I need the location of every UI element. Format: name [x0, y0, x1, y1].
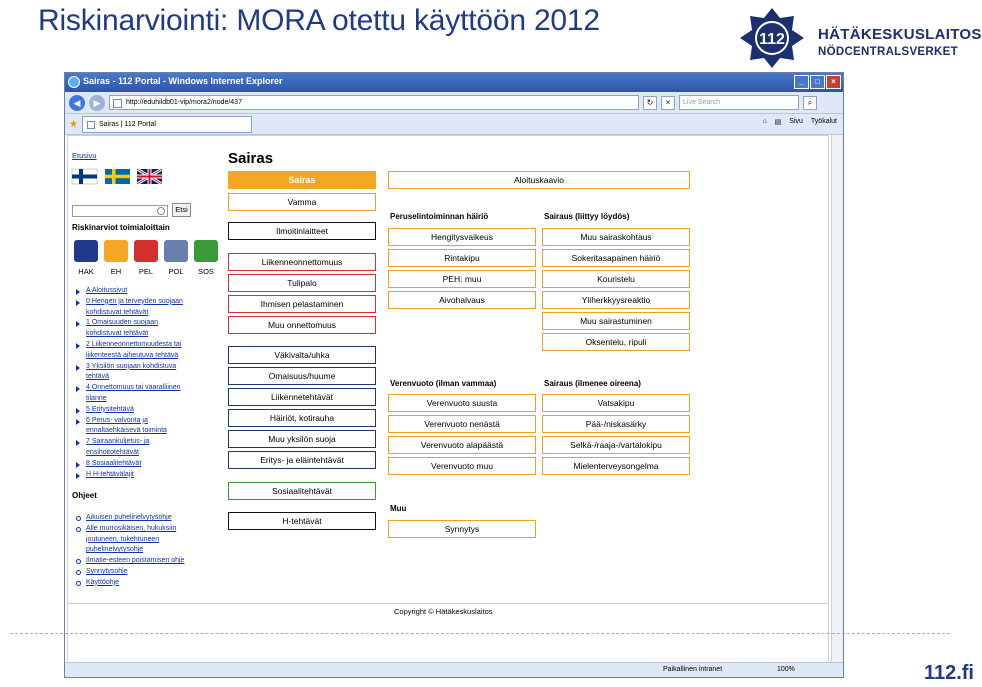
- search-input[interactable]: Live Search: [679, 95, 799, 110]
- condition-button[interactable]: PEH: muu: [388, 270, 536, 288]
- task-link-list: [74, 286, 183, 480]
- close-button[interactable]: ×: [826, 75, 841, 89]
- sector-label: POL: [168, 267, 184, 276]
- logo-text-swedish: NÖDCENTRALSVERKET: [818, 46, 958, 58]
- minimize-button[interactable]: _: [794, 75, 809, 89]
- task-link[interactable]: 7 Sairaankuljetus- ja: [74, 437, 183, 448]
- condition-button[interactable]: Synnytys: [388, 520, 536, 538]
- hatakeskuslaitos-logo: [740, 4, 982, 68]
- zoom-level[interactable]: 100%: [777, 666, 795, 673]
- section-heading: Sairaus (ilmenee oireena): [544, 379, 641, 388]
- task-link[interactable]: H H-tehtävälajit: [74, 470, 183, 481]
- tab-sairas[interactable]: Sairas | 112 Portal: [82, 116, 252, 133]
- sector-icon-3[interactable]: [164, 240, 188, 262]
- condition-button[interactable]: Muu sairastuminen: [542, 312, 690, 330]
- tab-bar: [65, 114, 843, 135]
- sector-label: HAK: [78, 267, 94, 276]
- risk-heading: Riskinarviot toimialoittain: [72, 223, 170, 232]
- page-icon: [87, 121, 95, 129]
- task-link[interactable]: 3 Yksilön suojaan kohdistuva: [74, 362, 183, 373]
- section-heading: Muu: [390, 504, 407, 513]
- footer-divider: [68, 603, 828, 604]
- condition-button[interactable]: Muu sairaskohtaus: [542, 228, 690, 246]
- category-button[interactable]: Eritys- ja eläintehtävät: [228, 451, 376, 469]
- section-heading: Sairaus (liittyy löydös): [544, 212, 630, 221]
- page-menu[interactable]: Sivu: [789, 118, 803, 125]
- sector-label: PEL: [138, 267, 154, 276]
- condition-button[interactable]: Verenvuoto nenästä: [388, 415, 536, 433]
- status-bar: [65, 662, 843, 677]
- task-link[interactable]: 8 Sosiaalitehtävät: [74, 459, 183, 470]
- stop-icon[interactable]: ×: [661, 96, 675, 110]
- maximize-button[interactable]: □: [810, 75, 825, 89]
- guide-link[interactable]: Alle murrosikäisen, hukuksiin: [74, 524, 184, 535]
- page-title: Sairas: [228, 150, 274, 167]
- category-button[interactable]: Sosiaalitehtävät: [228, 482, 376, 500]
- browser-window: [64, 72, 844, 678]
- guide-link[interactable]: joutuneen, tukehtuneen: [86, 535, 160, 543]
- section-heading: Peruselintoiminnan häiriö: [390, 212, 489, 221]
- search-clear-icon: [157, 207, 165, 215]
- sector-label: SOS: [198, 267, 214, 276]
- forward-icon[interactable]: ▶: [89, 95, 105, 111]
- condition-button[interactable]: Pää-/niskasärky: [542, 415, 690, 433]
- ie-icon: [68, 76, 80, 88]
- condition-button[interactable]: Hengitysvaikeus: [388, 228, 536, 246]
- logo-text-finnish: HÄTÄKESKUSLAITOS: [818, 26, 982, 43]
- 112-logo-icon: [740, 8, 804, 68]
- home-icon[interactable]: ⌂: [762, 118, 767, 125]
- task-link[interactable]: 5 Eritysitehtävä: [74, 405, 183, 416]
- task-link[interactable]: ensihoitotehtävät: [86, 448, 139, 456]
- category-button[interactable]: Vamma: [228, 193, 376, 211]
- sweden-flag[interactable]: [105, 169, 130, 184]
- back-icon[interactable]: ◀: [69, 95, 85, 111]
- task-link[interactable]: ennaltaehkäisevä toiminta: [86, 427, 167, 435]
- condition-button[interactable]: Oksentelu, ripuli: [542, 333, 690, 351]
- task-link[interactable]: liikenteestä aiheutuva tehtävä: [86, 351, 179, 359]
- slide-footer-url: 112.fi: [923, 662, 974, 684]
- condition-button[interactable]: Mielenterveysongelma: [542, 457, 690, 475]
- sector-icon-0[interactable]: [74, 240, 98, 262]
- condition-button[interactable]: Vatsakipu: [542, 394, 690, 412]
- condition-button[interactable]: Verenvuoto alapäästä: [388, 436, 536, 454]
- task-link[interactable]: tilanne: [86, 394, 107, 402]
- condition-button[interactable]: Rintakipu: [388, 249, 536, 267]
- refresh-icon[interactable]: ↻: [643, 96, 657, 110]
- task-link[interactable]: 4 Onnettomuus tai vaaralliinen: [74, 383, 183, 394]
- slide-divider: [10, 633, 950, 634]
- category-button[interactable]: Muu onnettomuus: [228, 316, 376, 334]
- sidebar-search-input[interactable]: [72, 205, 168, 217]
- category-tab-active[interactable]: Sairas: [228, 171, 376, 189]
- task-link[interactable]: 0 Hengen ja terveyden suojaan: [74, 297, 183, 308]
- task-link[interactable]: 1 Omaisuuden suojaan: [74, 318, 183, 329]
- flowchart-button[interactable]: Aloituskaavio: [388, 171, 690, 189]
- window-titlebar: [65, 73, 843, 92]
- condition-button[interactable]: Sokeritasapainen häiriö: [542, 249, 690, 267]
- search-icon[interactable]: ⌕: [803, 96, 817, 110]
- task-link[interactable]: 2 Liikenneonnettomuudesta tai: [74, 340, 183, 351]
- category-button[interactable]: Ihmisen pelastaminen: [228, 295, 376, 313]
- guide-link[interactable]: Ilmatie-esteen poistamisen ohje: [74, 556, 184, 567]
- favorites-icon[interactable]: ★: [69, 118, 78, 130]
- guide-link[interactable]: Synnytysohje: [74, 567, 184, 578]
- category-button[interactable]: Väkivalta/uhka: [228, 346, 376, 364]
- slide-title: Riskinarviointi: MORA otettu käyttöön 2012: [38, 4, 600, 37]
- guide-link[interactable]: Aikuisen puhelinelvytysohje: [74, 513, 184, 524]
- condition-button[interactable]: Kouristelu: [542, 270, 690, 288]
- guide-link[interactable]: puhelinelvytysohje: [86, 546, 144, 554]
- category-button[interactable]: Muu yksilön suoja: [228, 430, 376, 448]
- task-link[interactable]: kohdistuvat tehtävät: [86, 308, 149, 316]
- task-link[interactable]: tehtävä: [86, 373, 109, 381]
- category-button[interactable]: Häiriöt, kotirauha: [228, 409, 376, 427]
- task-link[interactable]: 6 Perus- valvonta ja: [74, 416, 183, 427]
- condition-button[interactable]: Aivohalvaus: [388, 291, 536, 309]
- home-link[interactable]: Etusivu: [72, 151, 97, 160]
- sector-icon-1[interactable]: [104, 240, 128, 262]
- condition-button[interactable]: Verenvuoto muu: [388, 457, 536, 475]
- print-icon[interactable]: ▤: [774, 119, 782, 126]
- category-button[interactable]: Ilmoitinlaitteet: [228, 222, 376, 240]
- category-button[interactable]: Liikenneonnettomuus: [228, 253, 376, 271]
- svg-text:112: 112: [759, 31, 785, 48]
- sector-icon-2[interactable]: [134, 240, 158, 262]
- task-link[interactable]: A Aloitussivut: [74, 286, 183, 297]
- task-link[interactable]: kohdistuvat tehtävät: [86, 330, 149, 338]
- page-icon: [113, 99, 122, 108]
- address-input[interactable]: http://eduhildb01-vip/mora2/node/437: [109, 95, 639, 110]
- guides-heading: Ohjeet: [72, 491, 97, 500]
- tools-menu[interactable]: Työkalut: [810, 118, 837, 125]
- sector-icon-4[interactable]: [194, 240, 218, 262]
- page-content: [67, 135, 829, 663]
- condition-button[interactable]: Verenvuoto suusta: [388, 394, 536, 412]
- section-heading: Verenvuoto (ilman vammaa): [390, 379, 497, 388]
- category-button[interactable]: H-tehtävät: [228, 512, 376, 530]
- finland-flag[interactable]: [72, 169, 97, 184]
- category-button[interactable]: Liikennetehtävät: [228, 388, 376, 406]
- category-button[interactable]: Omaisuus/huume: [228, 367, 376, 385]
- sector-label: EH: [110, 267, 122, 276]
- guide-link[interactable]: Käyttöohje: [74, 578, 184, 589]
- search-button[interactable]: Etsi: [172, 203, 191, 217]
- guide-link-list: [74, 513, 184, 589]
- copyright: Copyright © Hätäkeskuslaitos: [394, 607, 493, 616]
- address-bar-row: [65, 92, 843, 114]
- window-title: Sairas - 112 Portal - Windows Internet Explorer: [83, 76, 283, 86]
- category-button[interactable]: Tulipalo: [228, 274, 376, 292]
- condition-button[interactable]: Selkä-/raaja-/vartalokipu: [542, 436, 690, 454]
- security-zone: Paikallinen intranet: [663, 666, 723, 673]
- vertical-scrollbar[interactable]: [831, 135, 843, 663]
- condition-button[interactable]: Yliherkkyysreaktio: [542, 291, 690, 309]
- uk-flag[interactable]: [137, 169, 162, 184]
